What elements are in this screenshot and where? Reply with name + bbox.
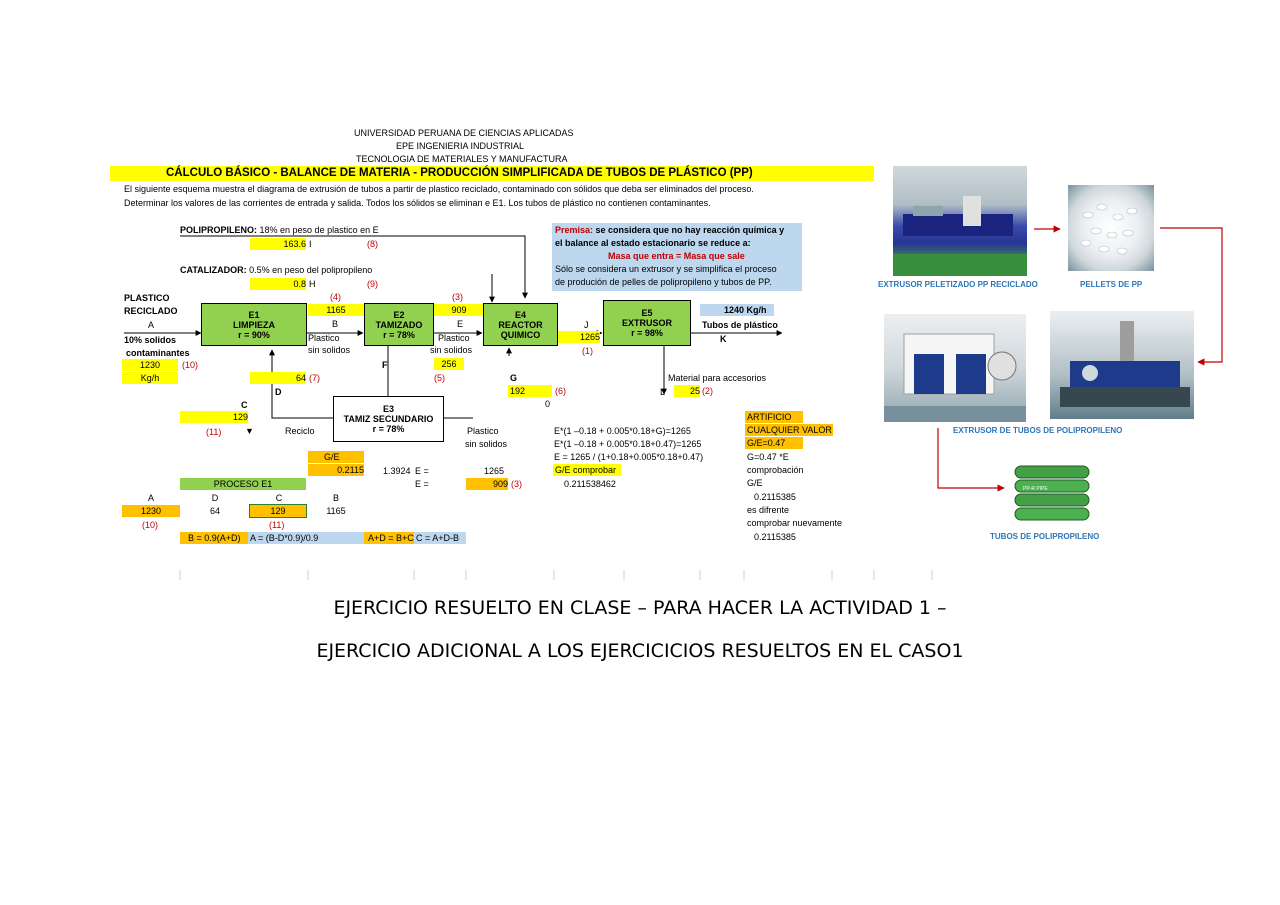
k-value: 1240 bbox=[724, 305, 745, 315]
caption-pellets: PELLETS DE PP bbox=[1080, 280, 1143, 289]
caption-tubos: TUBOS DE POLIPROPILENO bbox=[990, 532, 1100, 541]
c-arrow-icon: ▼ bbox=[245, 426, 254, 436]
e3-r: r = 78% bbox=[372, 424, 405, 434]
e-eq-1: E = bbox=[415, 466, 429, 476]
premise-formula: Masa que entra = Masa que sale bbox=[608, 251, 745, 261]
caption-extrusor-peletizado: EXTRUSOR PELETIZADO PP RECICLADO bbox=[878, 280, 1038, 289]
step-8: (8) bbox=[367, 239, 378, 249]
stream-b: B bbox=[332, 319, 339, 329]
g-step: (6) bbox=[555, 386, 566, 396]
solidos-label-1: 10% solidos bbox=[124, 335, 177, 345]
formula-4: C = A+D-B bbox=[414, 532, 466, 544]
e-step: (3) bbox=[452, 292, 463, 302]
stream-e: E bbox=[457, 319, 464, 329]
col-b: B bbox=[332, 493, 339, 503]
plastico-label-2: RECICLADO bbox=[124, 306, 178, 316]
col-c: C bbox=[275, 493, 283, 503]
c-step: (11) bbox=[206, 427, 222, 437]
equation-3: E = 1265 / (1+0.18+0.005*0.18+0.47) bbox=[554, 452, 704, 462]
g-value: 192 bbox=[508, 385, 552, 397]
catalizador-value: 0.8 bbox=[250, 278, 306, 290]
row-a-value: 1230 bbox=[122, 505, 180, 517]
value-909: 909 bbox=[466, 478, 508, 490]
row-b-value: 1165 bbox=[326, 506, 346, 516]
ge-check-value: 0.211538462 bbox=[564, 479, 616, 489]
course-line: TECNOLOGIA DE MATERIALES Y MANUFACTURA bbox=[356, 154, 568, 164]
formula-1: B = 0.9(A+D) bbox=[180, 532, 248, 544]
row-a-step: (10) bbox=[142, 520, 159, 530]
a-unit: Kg/h bbox=[122, 372, 178, 384]
premise-label: Premisa: bbox=[555, 225, 594, 235]
description-line-2: Determinar los valores de las corrientes de entrada y salida. Todos los sólidos se eliminan e E1. Los tubos de plástico no contienen contaminantes. bbox=[124, 198, 711, 208]
f-step: (5) bbox=[434, 373, 445, 383]
value-1265: 1265 bbox=[484, 466, 505, 476]
a-step: (10) bbox=[182, 360, 199, 370]
ge-047-label: G/E=0.47 bbox=[745, 437, 803, 449]
a-value: 1230 bbox=[122, 359, 178, 371]
polipropileno-text: 18% en peso de plastico en E bbox=[257, 225, 379, 235]
equation-1: E*(1 –0.18 + 0.005*0.18+G)=1265 bbox=[554, 426, 691, 436]
spreadsheet-image bbox=[108, 128, 1246, 580]
b-value: 1165 bbox=[308, 304, 364, 316]
e4-desc-2: QUIMICO bbox=[500, 329, 541, 340]
e3-out-1: Plastico bbox=[467, 426, 499, 436]
j-value: 1265 bbox=[558, 331, 600, 343]
ge2-value: 0.2115385 bbox=[754, 492, 796, 502]
l-note: Material para accesorios bbox=[668, 373, 767, 383]
e4-name: E4 bbox=[514, 309, 526, 320]
polipropileno-label: POLIPROPILENO: bbox=[180, 225, 258, 235]
e1-r: r = 90% bbox=[238, 329, 270, 340]
ge2-label: G/E bbox=[747, 478, 763, 488]
value-13924: 1.3924 bbox=[383, 466, 411, 476]
premise-line-2: el balance al estado estacionario se reduce a: bbox=[555, 238, 751, 248]
photo-arrows bbox=[108, 128, 1246, 580]
ge3-value: 0.2115385 bbox=[754, 532, 796, 542]
e-eq-2: E = bbox=[415, 479, 429, 489]
plastico-label-1: PLASTICO bbox=[124, 293, 170, 303]
footer-line-1: EJERCICIO RESUELTO EN CLASE – PARA HACER LA ACTIVIDAD 1 – bbox=[333, 597, 947, 619]
e-note-1: Plastico bbox=[438, 333, 470, 343]
diferente-label: es difrente bbox=[747, 505, 790, 515]
stream-c: C bbox=[241, 400, 248, 410]
b-step: (4) bbox=[330, 292, 341, 302]
catalizador-label: CATALIZADOR: bbox=[180, 265, 247, 275]
step-9: (9) bbox=[367, 279, 378, 289]
ge-check-label: G/E comprobar bbox=[553, 464, 621, 476]
ge-label: G/E bbox=[308, 451, 364, 463]
ge-value: 0.2115 bbox=[308, 464, 364, 476]
formula-3: A+D = B+C bbox=[364, 532, 414, 544]
e-note-2: sin solidos bbox=[430, 345, 473, 355]
k-unit: Kg/h bbox=[746, 305, 767, 315]
stream-d: D bbox=[275, 387, 282, 397]
stream-h: H bbox=[309, 279, 316, 289]
g-zero: 0 bbox=[545, 399, 551, 409]
e1-desc: LIMPIEZA bbox=[233, 319, 275, 330]
e3-desc: TAMIZ SECUNDARIO bbox=[343, 414, 434, 424]
j-step: (1) bbox=[582, 346, 593, 356]
k-label: Tubos de plástico bbox=[702, 320, 778, 330]
e4-desc-1: REACTOR bbox=[498, 319, 543, 330]
e1-name: E1 bbox=[248, 309, 260, 320]
comprobar-nuevamente-label: comprobar nuevamente bbox=[747, 518, 843, 528]
equation-2: E*(1 –0.18 + 0.005*0.18+0.47)=1265 bbox=[554, 439, 702, 449]
formula-2: A = (B-D*0.9)/0.9 bbox=[248, 532, 364, 544]
stream-i: I bbox=[309, 239, 312, 249]
stream-g: G bbox=[510, 373, 518, 383]
d-step: (7) bbox=[309, 373, 320, 383]
polipropileno-value: 163.6 bbox=[250, 238, 306, 250]
stream-a: A bbox=[148, 320, 155, 330]
e3-name: E3 bbox=[382, 404, 394, 414]
solidos-label-2: contaminantes bbox=[126, 348, 190, 358]
b-note-2: sin solidos bbox=[308, 345, 351, 355]
e2-name: E2 bbox=[393, 309, 405, 320]
e5-r: r = 98% bbox=[631, 328, 663, 338]
row-c-value[interactable]: 129 bbox=[250, 505, 306, 517]
e3-out-2: sin solidos bbox=[465, 439, 508, 449]
row-c-step: (11) bbox=[269, 520, 285, 530]
e2-r: r = 78% bbox=[383, 329, 415, 340]
artificio-label: ARTIFICIO bbox=[745, 411, 803, 423]
reciclo-label: Reciclo bbox=[285, 426, 315, 436]
b-note-1: Plastico bbox=[308, 333, 340, 343]
f-value: 256 bbox=[434, 358, 464, 370]
g-equation: G=0.47 *E bbox=[747, 452, 789, 462]
stream-k: K bbox=[720, 334, 727, 344]
footer-line-2: EJERCICIO ADICIONAL A LOS EJERCICICIOS RESUELTOS EN EL CASO1 bbox=[316, 640, 964, 662]
cualquier-valor-label: CUALQUIER VALOR bbox=[747, 425, 832, 435]
stream-l: L bbox=[660, 387, 666, 397]
l-value: 25 bbox=[674, 385, 700, 397]
l-step: (2) bbox=[702, 386, 713, 396]
premise-line-5: de produción de pelles de polipropileno y tubos de PP. bbox=[555, 277, 772, 287]
row-d-value: 64 bbox=[209, 506, 220, 516]
proceso-e1-header: PROCESO E1 bbox=[180, 478, 306, 490]
stream-j: J bbox=[584, 320, 589, 330]
d-value: 64 bbox=[250, 372, 306, 384]
value-909-step: (3) bbox=[511, 479, 522, 489]
university-line: UNIVERSIDAD PERUANA DE CIENCIAS APLICADAS bbox=[354, 128, 574, 138]
catalizador-text: 0.5% en peso del polipropileno bbox=[246, 265, 373, 275]
e5-name: E5 bbox=[641, 308, 653, 318]
col-a: A bbox=[147, 493, 154, 503]
premise-line-4: Sólo se considera un extrusor y se simplifica el proceso bbox=[555, 264, 777, 274]
col-d: D bbox=[211, 493, 219, 503]
comprobacion-label: comprobación bbox=[747, 465, 804, 475]
premise-text-1: se considera que no hay reacción química y bbox=[593, 225, 785, 235]
department-line: EPE INGENIERIA INDUSTRIAL bbox=[396, 141, 525, 151]
stream-f: F bbox=[382, 360, 388, 370]
pipe-print-text: PP-R PIPE bbox=[1023, 486, 1048, 492]
e2-desc: TAMIZADO bbox=[375, 319, 423, 330]
e-value: 909 bbox=[434, 304, 484, 316]
description-line-1: El siguiente esquema muestra el diagrama de extrusión de tubos a partir de plastico reciclado, contaminado con sólidos que deba ser eliminados del proceso. bbox=[124, 184, 754, 194]
e5-desc: EXTRUSOR bbox=[621, 318, 672, 328]
sheet-title: CÁLCULO BÁSICO - BALANCE DE MATERIA - PRODUCCIÓN SIMPLIFICADA DE TUBOS DE PLÁSTICO (PP) bbox=[110, 166, 874, 181]
c-value: 129 bbox=[180, 411, 248, 423]
caption-extrusor-tubos: EXTRUSOR DE TUBOS DE POLIPROPILENO bbox=[953, 426, 1123, 435]
